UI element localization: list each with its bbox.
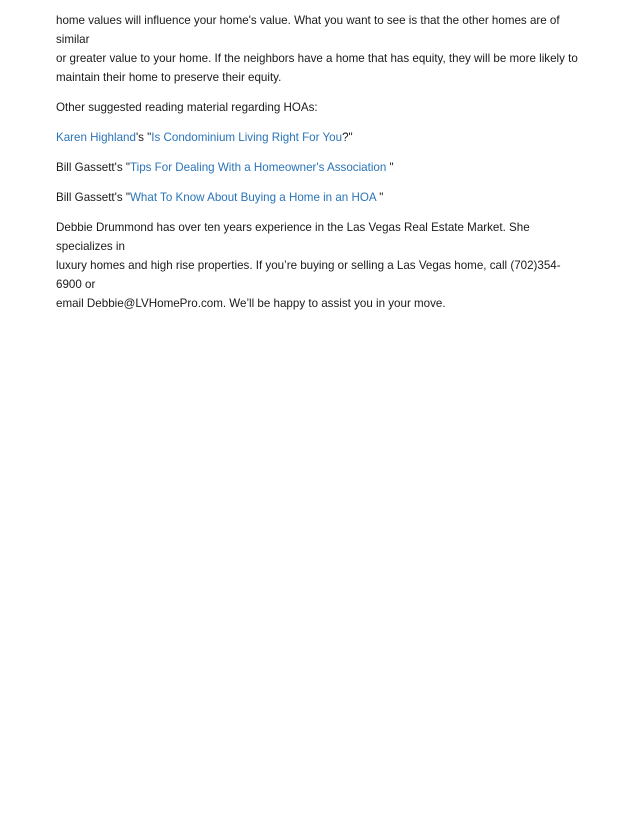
reading-item-closing-text: ": [386, 161, 394, 174]
intro-paragraph: [56, 11, 584, 87]
reading-item-prefix-text: Bill Gassett's ": [56, 161, 130, 174]
intro-line-1: home values will influence your home's value. What you want to see is that the other homes are of similar: [56, 14, 560, 46]
reading-item-closing-text: ": [375, 191, 384, 204]
reading-heading: Other suggested reading material regarding HOAs:: [56, 101, 318, 114]
article-link-tips-homeowners-association[interactable]: Tips For Dealing With a Homeowner's Association: [129, 161, 387, 174]
document-page: [56, 11, 584, 324]
bio-line-2: luxury homes and high rise properties. If you’re buying or selling a Las Vegas home, call (702)354-6900 or: [56, 259, 561, 291]
article-link-buying-home-in-hoa[interactable]: What To Know About Buying a Home in an HOA: [129, 191, 376, 204]
bio-line-3: email Debbie@LVHomePro.com. We’ll be happy to assist you in your move.: [56, 297, 446, 310]
reading-item-prefix-text: Bill Gassett's ": [56, 191, 130, 204]
intro-line-2: or greater value to your home. If the neighbors have a home that has equity, they will be more likely to: [56, 52, 578, 65]
article-link-condominium-living[interactable]: Is Condominium Living Right For You: [151, 131, 343, 144]
reading-item-karen-highland: [56, 128, 584, 147]
reading-item-closing-text: ?": [342, 131, 353, 144]
bio-line-1: Debbie Drummond has over ten years experience in the Las Vegas Real Estate Market. She specializes in: [56, 221, 530, 253]
reading-item-buying-hoa: [56, 188, 584, 207]
reading-item-tips-hoa: [56, 158, 584, 177]
author-possessive-text: 's ": [135, 131, 152, 144]
author-bio-paragraph: [56, 218, 584, 313]
intro-line-3: maintain their home to preserve their equity.: [56, 71, 282, 84]
author-link-karen-highland[interactable]: Karen Highland: [56, 131, 136, 144]
